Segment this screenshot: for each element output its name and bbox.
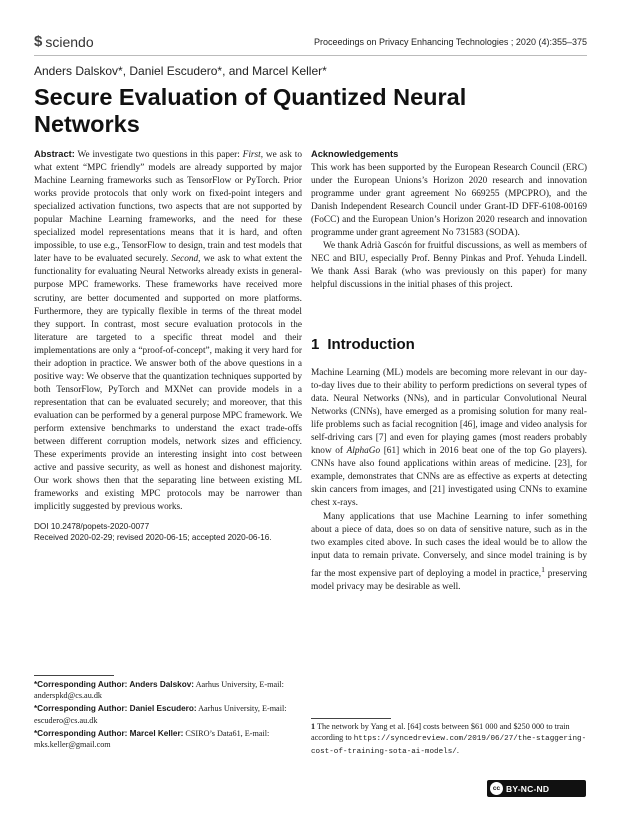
abstract: Abstract: We investigate two questions in this paper: First, we ask to what extent “MPC friendly” models are already supported by major Machine Learning frameworks such as TensorFlow or PyTorch. Prior works provide protocols that only work on fixed-point integers and specialized activation functions, two aspects that are not supported by popular Machine Learning frameworks, and the need for these specialized model representations means that it is hard, and often impossible, to use e.g., TensorFlow to design, train and test models that later have to be evaluated securely. Second, we ask to what extent the functionality for evaluating Neural Networks already exists in general-purpose MPC frameworks. These frameworks have received more scrutiny, are better documented and supported on more platforms. Furthermore, they are typically flexible in terms of the threat model they support. In contrast, most secure evaluation protocols in the literature are targeted to a specific threat model and their implementations are only a “proof-of-concept”, making it very hard for their adoption in practice. We answer both of the above questions in a positive way: We observe that the quantization techniques supported by both TensorFlow, PyTorch and MXNet can provide models in a representation that can be evaluated securely; and moreover, that this evaluation can be performed by a general purpose MPC framework. We perform extensive benchmarks to understand the exact trade-offs between different corruption models, network sizes and efficiency. These experiments provide an interesting insight into cost between active and passive security, as well as honest and dishonest majority. Our work shows then that the separating line between existing ML frameworks and existing MPC protocols may be narrower than implicitly suggested by previous works. [34,149,303,513]
section-title: Introduction [327,336,415,353]
footnote-divider-right [311,718,391,719]
received-dates: Received 2020-02-29; revised 2020-06-15; accepted 2020-06-16. [34,533,272,543]
acknowledgements [311,148,587,293]
abstract-label: Abstract: [34,149,75,159]
license-text: BY-NC-ND [506,783,550,794]
section-number: 1 [311,336,320,353]
introduction-body [311,367,587,594]
paper-title: Secure Evaluation of Quantized Neural Networks [34,84,467,137]
doi: DOI 10.2478/popets-2020-0077 [34,522,150,532]
footnote-divider-left [34,675,114,676]
license-badge[interactable] [487,780,586,797]
publisher-name: sciendo [45,33,94,50]
intro-paragraph: Many applications that use Machine Learning to infer something about a piece of data, does so on data of sensitive nature, such as in the two examples cited above. In such cases the ideal would be to allow the input data to remain private. Conversely, and since model training is by far the most expensive part of deploying a model in practice,$^1$ preserving model privacy may be desirable as well. [311,511,587,592]
sciendo-icon: $ [34,33,43,50]
ack-paragraph: We thank Adrià Gascón for fruitful discussions, as well as members of NEC and BIU, especially Prof. Benny Pinkas and Prof. Yehuda Lindell. We thank Assi Barak (who was previously on this paper) for many helpful discussions in the initial phases of this project. [311,241,587,291]
journal-reference: Proceedings on Privacy Enhancing Technologies ; 2020 (4):355–375 [313,37,587,47]
footnote: 1 The network by Yang et al. [64] costs between $61 000 and $250 000 to train according to https://syncedreview.com/2019/06/27/the-staggering-cost-of-training-sota-ai-models/. [311,722,587,757]
header-divider [34,55,587,56]
ack-paragraph: This work has been supported by the European Research Council (ERC) under the European Unions’s Horizon 2020 research and innovation programme under grant agreement No 669255 (MPCPRO), and the Danish Independent Research Council under Grant-ID DFF-6108-00169 (FoCC) and the European Union’s Horizon 2020 research and innovation programme under grant agreement No 731583 (SODA). [311,163,587,239]
author-list: Anders Dalskov*, Daniel Escudero*, and Marcel Keller* [34,64,327,78]
intro-paragraph: Machine Learning (ML) models are becoming more relevant in our day-to-day lives due to their ability to perform predictions on several types of data. Neural Networks (NNs), and in particular Convolutional Neural Networks (CNNs), have emerged as a promising solution for many real-life problems such as facial recognition [46], image and video analysis for self-driving cars [7] and even for playing games (most readers probably know of AlphaGo [61] which in 2016 beat one of the top Go players). CNNs have also found applications within areas of medicine. [23], for example, demonstrates that CNNs are as effective as experts at detecting skin cancers from images, and [21] investigated using CNNs to examine chest x-rays. [311,368,587,509]
corresponding-author: *Corresponding Author: Marcel Keller: CSIRO’s Data61, E-mail: mks.keller@gmail.com [34,728,270,750]
corresponding-authors [34,679,302,752]
publication-metadata [34,521,302,543]
footnote-link[interactable]: https://syncedreview.com/2019/06/27/the-staggering-cost-of-training-sota-ai-models/ [311,735,587,757]
left-column [34,148,302,543]
publisher-logo [34,33,94,50]
corresponding-author: *Corresponding Author: Anders Dalskov: Aarhus University, E-mail: anderspkd@cs.au.dk [34,680,284,701]
acknowledgements-heading: Acknowledgements [311,149,399,159]
creative-commons-icon: cc [490,782,503,795]
footnote-number: 1 [311,722,316,731]
footnote-ref[interactable]: 1 [541,564,545,574]
section-heading [311,336,415,353]
corresponding-author: *Corresponding Author: Daniel Escudero: Aarhus University, E-mail: escudero@cs.au.dk [34,704,287,725]
